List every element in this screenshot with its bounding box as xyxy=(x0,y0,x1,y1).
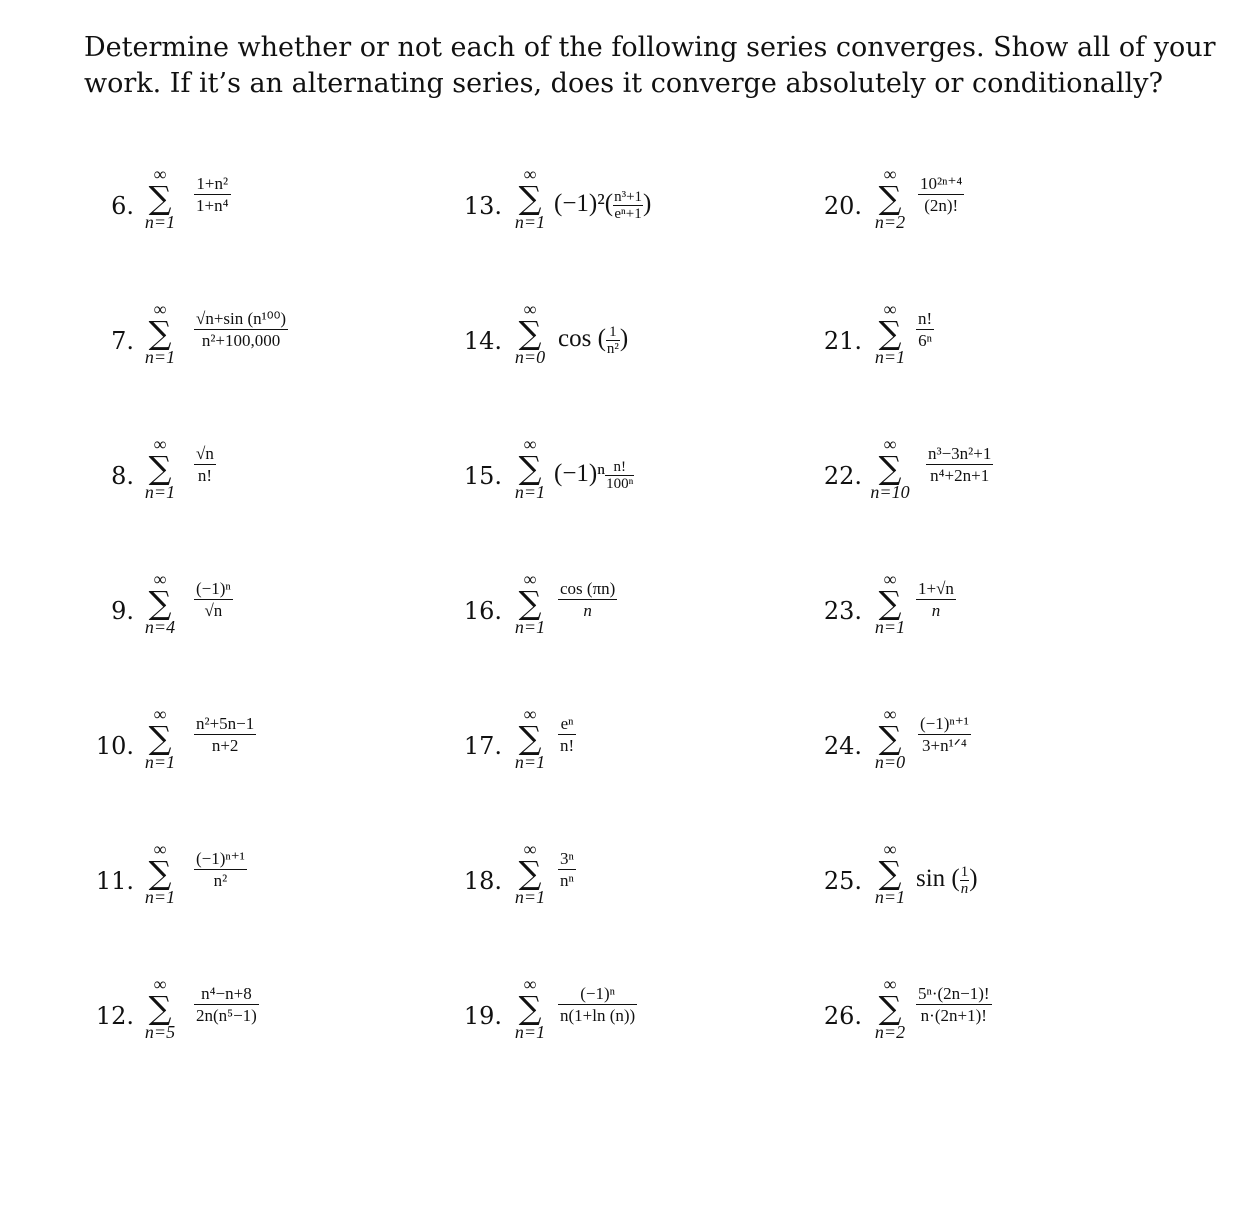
problem-8 xyxy=(84,435,414,545)
term-fraction xyxy=(558,848,576,891)
lower-limit: n=2 xyxy=(874,212,906,232)
denominator: n²+100,000 xyxy=(201,331,281,350)
term-prefix: cos ( xyxy=(558,325,606,353)
problem-number: 20. xyxy=(823,192,862,220)
upper-limit: ∞ xyxy=(153,974,167,994)
sigma-icon: ∑ xyxy=(518,449,542,487)
sigma-icon: ∑ xyxy=(148,584,172,622)
sigma-icon: ∑ xyxy=(878,179,902,217)
lower-limit: n=1 xyxy=(144,347,176,367)
denominator: n xyxy=(583,601,592,620)
sigma-icon: ∑ xyxy=(878,989,902,1027)
term-fraction xyxy=(605,459,634,492)
denominator: eⁿ+1 xyxy=(614,206,642,222)
summation xyxy=(868,975,912,1041)
numerator: n³+1 xyxy=(614,189,643,205)
lower-limit: n=4 xyxy=(144,617,176,637)
problem-number: 9. xyxy=(111,597,134,625)
problem-18 xyxy=(444,840,774,950)
problem-14 xyxy=(444,300,774,410)
sigma-icon: ∑ xyxy=(148,449,172,487)
summation xyxy=(508,840,552,906)
upper-limit: ∞ xyxy=(523,974,537,994)
upper-limit: ∞ xyxy=(153,569,167,589)
problem-number: 7. xyxy=(111,327,134,355)
term-fraction xyxy=(558,713,576,756)
problem-number: 19. xyxy=(463,1002,502,1030)
problem-17 xyxy=(444,705,774,815)
denominator: 6ⁿ xyxy=(918,331,933,350)
lower-limit: n=1 xyxy=(874,617,906,637)
problem-number: 17. xyxy=(463,732,502,760)
summation xyxy=(868,840,912,906)
problem-number: 25. xyxy=(823,867,862,895)
problem-11 xyxy=(84,840,414,950)
problem-number: 10. xyxy=(95,732,134,760)
problem-number: 26. xyxy=(823,1002,862,1030)
term-fraction xyxy=(918,173,964,216)
problem-number: 23. xyxy=(823,597,862,625)
term-fraction xyxy=(960,864,970,897)
problem-19 xyxy=(444,975,774,1085)
upper-limit: ∞ xyxy=(153,434,167,454)
problem-number: 15. xyxy=(463,462,502,490)
upper-limit: ∞ xyxy=(883,839,897,859)
lower-limit: n=1 xyxy=(144,887,176,907)
sigma-icon: ∑ xyxy=(518,314,542,352)
problem-24 xyxy=(804,705,1134,815)
lower-limit: n=1 xyxy=(514,212,546,232)
denominator: n·(2n+1)! xyxy=(920,1006,987,1025)
summation xyxy=(138,435,182,501)
summation xyxy=(508,705,552,771)
problem-number: 8. xyxy=(111,462,134,490)
summation xyxy=(868,300,912,366)
denominator: n! xyxy=(560,736,575,755)
summation xyxy=(138,705,182,771)
numerator: n! xyxy=(918,309,933,328)
term-expression xyxy=(558,324,628,357)
problem-12 xyxy=(84,975,414,1085)
numerator: √n+sin (n¹⁰⁰) xyxy=(196,309,287,328)
summation xyxy=(508,570,552,636)
problem-25 xyxy=(804,840,1134,950)
problem-10 xyxy=(84,705,414,815)
problem-6 xyxy=(84,165,414,275)
summation xyxy=(138,975,182,1041)
upper-limit: ∞ xyxy=(153,704,167,724)
lower-limit: n=1 xyxy=(144,212,176,232)
summation xyxy=(508,435,552,501)
upper-limit: ∞ xyxy=(523,839,537,859)
upper-limit: ∞ xyxy=(883,974,897,994)
sigma-icon: ∑ xyxy=(148,854,172,892)
numerator: (−1)ⁿ⁺¹ xyxy=(196,849,245,868)
summation xyxy=(868,435,912,501)
upper-limit: ∞ xyxy=(153,164,167,184)
lower-limit: n=0 xyxy=(874,752,906,772)
term-suffix: ) xyxy=(619,325,629,353)
summation xyxy=(868,705,912,771)
denominator: 2n(n⁵−1) xyxy=(196,1006,257,1025)
denominator: n+2 xyxy=(211,736,239,755)
numerator: eⁿ xyxy=(558,713,576,735)
lower-limit: n=1 xyxy=(514,482,546,502)
term-fraction xyxy=(194,308,288,351)
problem-number: 24. xyxy=(823,732,862,760)
summation xyxy=(508,165,552,231)
problem-22 xyxy=(804,435,1134,545)
term-fraction xyxy=(194,578,233,621)
term-fraction xyxy=(194,848,247,891)
denominator: (2n)! xyxy=(924,196,959,215)
sigma-icon: ∑ xyxy=(148,179,172,217)
numerator: n³−3n²+1 xyxy=(928,444,992,463)
denominator: 3+n¹ᐟ⁴ xyxy=(922,736,967,755)
problem-number: 21. xyxy=(823,327,862,355)
sigma-icon: ∑ xyxy=(518,854,542,892)
term-expression xyxy=(554,459,634,492)
term-fraction xyxy=(926,443,993,486)
problem-number: 22. xyxy=(823,462,862,490)
summation xyxy=(138,300,182,366)
problem-number: 18. xyxy=(463,867,502,895)
summation xyxy=(138,165,182,231)
problem-16 xyxy=(444,570,774,680)
term-prefix: (−1)²( xyxy=(554,190,614,218)
lower-limit: n=1 xyxy=(144,752,176,772)
denominator: n xyxy=(931,601,941,620)
lower-limit: n=10 xyxy=(870,482,910,502)
summation xyxy=(508,975,552,1041)
term-fraction xyxy=(194,443,216,486)
upper-limit: ∞ xyxy=(153,299,167,319)
term-suffix: ) xyxy=(643,190,652,218)
problem-20 xyxy=(804,165,1134,275)
problem-23 xyxy=(804,570,1134,680)
denominator: n xyxy=(960,881,969,897)
problem-7 xyxy=(84,300,414,410)
lower-limit: n=1 xyxy=(514,617,546,637)
sigma-icon: ∑ xyxy=(148,989,172,1027)
summation xyxy=(508,300,552,366)
lower-limit: n=5 xyxy=(144,1022,176,1042)
term-fraction xyxy=(606,324,620,357)
denominator: 1+n⁴ xyxy=(196,196,229,215)
sigma-icon: ∑ xyxy=(518,584,542,622)
term-fraction xyxy=(916,983,992,1026)
term-prefix: sin ( xyxy=(916,865,960,893)
lower-limit: n=1 xyxy=(514,887,546,907)
denominator: √n xyxy=(204,601,223,620)
term-fraction xyxy=(194,713,256,756)
upper-limit: ∞ xyxy=(153,839,167,859)
lower-limit: n=0 xyxy=(514,347,546,367)
term-fraction xyxy=(558,983,637,1026)
upper-limit: ∞ xyxy=(523,164,537,184)
lower-limit: n=1 xyxy=(514,752,546,772)
term-prefix: (−1)ⁿ xyxy=(554,460,606,488)
denominator: 100ⁿ xyxy=(606,476,634,492)
numerator: 1 xyxy=(606,324,620,341)
numerator: cos (πn) xyxy=(560,579,616,598)
sigma-icon: ∑ xyxy=(518,719,542,757)
sigma-icon: ∑ xyxy=(878,584,902,622)
numerator: (−1)ⁿ xyxy=(196,579,231,598)
term-expression xyxy=(916,864,978,897)
upper-limit: ∞ xyxy=(523,704,537,724)
denominator: nⁿ xyxy=(560,871,574,890)
problem-number: 11. xyxy=(95,867,134,895)
lower-limit: n=1 xyxy=(144,482,176,502)
upper-limit: ∞ xyxy=(523,434,537,454)
problem-number: 14. xyxy=(463,327,502,355)
numerator: 1 xyxy=(960,864,969,880)
sigma-icon: ∑ xyxy=(148,314,172,352)
problem-26 xyxy=(804,975,1134,1085)
term-fraction xyxy=(558,578,617,621)
upper-limit: ∞ xyxy=(883,434,897,454)
denominator: n(1+ln (n)) xyxy=(560,1006,636,1025)
numerator: √n xyxy=(196,444,214,463)
term-fraction xyxy=(194,983,259,1026)
sigma-icon: ∑ xyxy=(518,179,542,217)
denominator: n⁴+2n+1 xyxy=(930,466,990,485)
term-fraction xyxy=(918,713,971,756)
numerator: 10²ⁿ⁺⁴ xyxy=(920,174,963,193)
problem-13 xyxy=(444,165,774,275)
problem-15 xyxy=(444,435,774,545)
upper-limit: ∞ xyxy=(883,164,897,184)
problem-number: 6. xyxy=(111,192,134,220)
sigma-icon: ∑ xyxy=(148,719,172,757)
upper-limit: ∞ xyxy=(883,569,897,589)
term-fraction xyxy=(613,189,643,222)
numerator: 5ⁿ·(2n−1)! xyxy=(918,984,990,1003)
problem-21 xyxy=(804,300,1134,410)
numerator: 3ⁿ xyxy=(560,849,574,868)
denominator: n! xyxy=(197,466,212,485)
problem-number: 16. xyxy=(463,597,502,625)
term-fraction xyxy=(916,578,956,621)
sigma-icon: ∑ xyxy=(878,314,902,352)
upper-limit: ∞ xyxy=(883,299,897,319)
summation xyxy=(138,840,182,906)
term-suffix: ) xyxy=(969,865,978,893)
numerator: (−1)ⁿ xyxy=(558,983,637,1005)
sigma-icon: ∑ xyxy=(878,449,902,487)
problem-number: 12. xyxy=(95,1002,134,1030)
numerator: n⁴−n+8 xyxy=(194,983,259,1005)
term-expression xyxy=(554,189,651,222)
problem-number: 13. xyxy=(463,192,502,220)
numerator: 1+n² xyxy=(194,173,231,195)
numerator: n! xyxy=(605,459,634,476)
problem-9 xyxy=(84,570,414,680)
upper-limit: ∞ xyxy=(883,704,897,724)
numerator: 1+√n xyxy=(918,579,954,598)
instructions: Determine whether or not each of the following series converges. Show all of your work. If it’s an alternating series, does it converge absolutely or conditionally? xyxy=(84,32,1216,99)
term-fraction xyxy=(194,173,231,216)
lower-limit: n=1 xyxy=(874,887,906,907)
summation xyxy=(868,570,912,636)
sigma-icon: ∑ xyxy=(878,719,902,757)
denominator: n² xyxy=(213,871,228,890)
denominator: n² xyxy=(606,341,619,357)
numerator: (−1)ⁿ⁺¹ xyxy=(920,714,969,733)
sigma-icon: ∑ xyxy=(518,989,542,1027)
upper-limit: ∞ xyxy=(523,299,537,319)
upper-limit: ∞ xyxy=(523,569,537,589)
numerator: n²+5n−1 xyxy=(196,714,255,733)
lower-limit: n=1 xyxy=(874,347,906,367)
lower-limit: n=1 xyxy=(514,1022,546,1042)
term-fraction xyxy=(916,308,934,351)
summation xyxy=(868,165,912,231)
sigma-icon: ∑ xyxy=(878,854,902,892)
summation xyxy=(138,570,182,636)
lower-limit: n=2 xyxy=(874,1022,906,1042)
